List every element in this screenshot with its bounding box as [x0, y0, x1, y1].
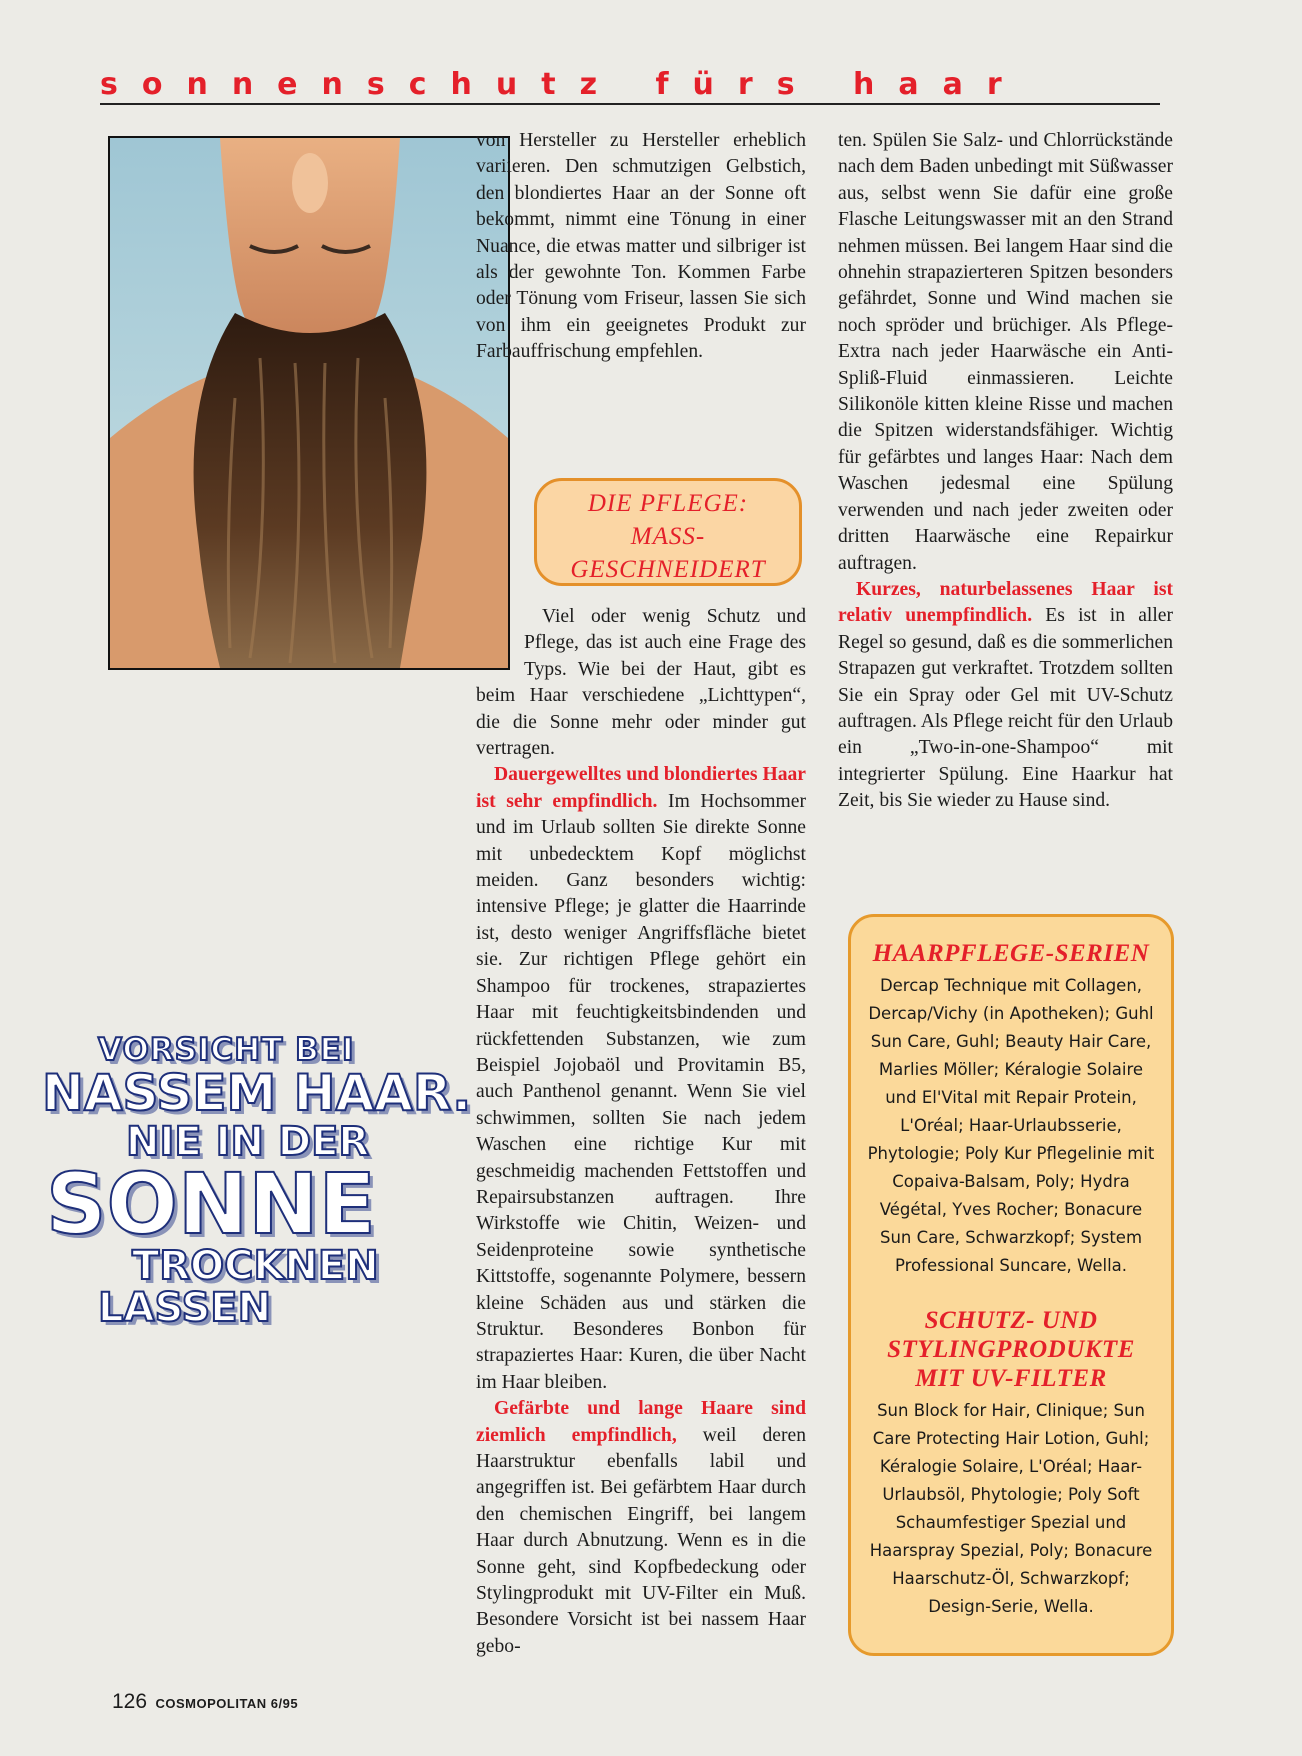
pull-quote-line: VORSICHT BEI [98, 1032, 355, 1068]
column-2 [838, 128, 1173, 815]
subheadline-line: DIE PFLEGE: [587, 490, 749, 517]
paragraph: Viel oder wenig Schutz und Pflege, das ist auch eine Frage des Typs. Wie bei der Haut, gibt es beim Haar verschiedene „Lichttypen“, die die Sonne mehr oder minder gut vertragen. [476, 606, 806, 760]
paragraph: von Hersteller zu Hersteller erheblich variieren. Den schmutzigen Gelbstich, den blondiertes Haar an der Sonne oft bekommt, nimmt eine Tönung in einer Nuance, die etwas matter und silbriger ist als der gewohnte Ton. Kommen Farbe oder Tönung vom Friseur, lassen Sie sich von ihm ein geeignetes Produkt zur Farbauffrischung empfehlen. [476, 130, 806, 363]
hair-photo-image [110, 138, 508, 668]
sidebar-text: Sun Block for Hair, Clinique; Sun Care Protecting Hair Lotion, Guhl; Kéralogie Solaire, L'Oréal; Haar-Urlaubsöl, Phytologie; Poly Soft Schaumfestiger Spezial und Haarspray Spezial, Poly; Bonacure Haarschutz-Öl, Schwarzkopf; Design-Serie, Wella. [869, 1401, 1153, 1616]
header-rule [100, 103, 1160, 105]
pull-quote-line: NASSEM HAAR. [42, 1064, 472, 1122]
column-1-body [476, 604, 806, 1660]
paragraph-body: Es ist in aller Regel so gesund, daß es die sommerlichen Strapazen gut verkraftet. Trotzdem sollten Sie ein Spray oder Gel mit UV-Schutz auftragen. Als Pflege reicht für den Urlaub ein „Two-in-one-Shampoo“ mit integrierter Spülung. Eine Haarkur hat Zeit, bis Sie wieder zu Hause sind. [838, 605, 1174, 812]
lead-in: Gefärbte und lange Haare sind ziemlich empfindlich, [476, 1398, 806, 1446]
page-number: 126 [112, 1690, 148, 1713]
hair-photo [108, 136, 510, 670]
section-title: sonnenschutz fürs haar [100, 67, 1026, 102]
magazine-issue: COSMOPOLITAN 6/95 [155, 1696, 299, 1711]
lead-in: Kurzes, naturbelassenes Haar ist relativ unempfindlich. [838, 578, 1173, 627]
paragraph [838, 577, 1173, 815]
pull-quote-line: NIE IN DER [126, 1119, 370, 1165]
lead-in: Dauergewelltes und blondiertes Haar ist sehr empfindlich. [476, 764, 806, 812]
column-1-top [476, 128, 806, 366]
product-sidebar [848, 914, 1174, 1656]
paragraph-body: weil deren Haarstruktur ebenfalls labil und angegriffen ist. Bei gefärbtem Haar durch den chemischen Eingriff, bei langem Haar durch Abnutzung. Wenn es in die Sonne geht, sind Kopfbedeckung oder Stylingprodukt mit UV-Filter ein Muß. Besondere Vorsicht ist bei nassem Haar gebo- [476, 1424, 806, 1657]
pull-quote-line: TROCKNEN [132, 1243, 379, 1289]
subheadline-line: MASS- [630, 523, 706, 550]
paragraph: ten. Spülen Sie Salz- und Chlorrückstände nach dem Baden unbedingt mit Süßwasser aus, selbst wenn Sie dafür eine große Flasche Leitungswasser mit an den Strand nehmen müssen. Bei langem Haar sind die ohnehin strapazierteren Spitzen besonders gefährdet, Sonne und Wind machen sie noch spröder und brüchiger. Als Pflege-Extra nach jeder Haarwäsche ein Anti-Spliß-Fluid einmassieren. Leichte Silikonöle kitten kleine Risse und machen die Spitzen widerstandsfähiger. Wichtig für gefärbtes und langes Haar: Nach dem Waschen jedesmal eine Spülung verwenden und nach jeder zweiten oder dritten Haarwäsche eine Repairkur auftragen. [838, 130, 1173, 574]
subheadline-line: GESCHNEIDERT [570, 556, 766, 583]
pull-quote [38, 1032, 472, 1331]
paragraph-body: Im Hochsommer und im Urlaub sollten Sie direkte Sonne mit unbedecktem Kopf möglichst meiden. Ganz besonders wichtig: intensive Pflege; je glatter die Haarrinde ist, desto weniger Angriffsfläche bietet sie. Zur richtigen Pflege gehört ein Shampoo für trockenes, strapaziertes Haar mit feuchtigkeitsbindenden und rückfettenden Substanzen, wie zum Beispiel Jojobaöl und Provitamin B5, auch Panthenol genannt. Wenn Sie viel schwimmen, sollten Sie nach jedem Waschen eine richtige Kur mit geschmeidig machenden Fettstoffen und Repairsubstanzen auftragen. Ihre Wirkstoffe wie Chitin, Weizen- und Seidenproteine sowie synthetische Kittstoffe, sogenannte Polymere, bessern kleine Schäden aus und stärken die Struktur. Besonderes Bonbon für strapaziertes Haar: Kuren, die über Nacht im Haar bleiben. [476, 790, 806, 1393]
paragraph [476, 762, 806, 1396]
sidebar-heading: HAARPFLEGE-SERIEN [872, 940, 1150, 967]
sidebar-heading: SCHUTZ- UND STYLINGPRODUKTE MIT UV-FILTER [887, 1307, 1135, 1392]
pull-quote-line: LASSEN [98, 1285, 272, 1331]
paragraph [476, 1396, 806, 1660]
page-footer [112, 1690, 298, 1714]
subheadline-box [534, 478, 802, 586]
pull-quote-line: SONNE [46, 1155, 376, 1253]
sidebar-text: Dercap Technique mit Collagen, Dercap/Vichy (in Apotheken); Guhl Sun Care, Guhl; Beauty Hair Care, Marlies Möller; Kéralogie Solaire und El'Vital mit Repair Protein, L'Oréal; Haar-Urlaubsserie, Phytologie; Poly Kur Pflegelinie mit Copaiva-Balsam, Poly; Hydra Végétal, Yves Rocher; Bonacure Sun Care, Schwarzkopf; System Professional Suncare, Wella. [867, 976, 1155, 1275]
